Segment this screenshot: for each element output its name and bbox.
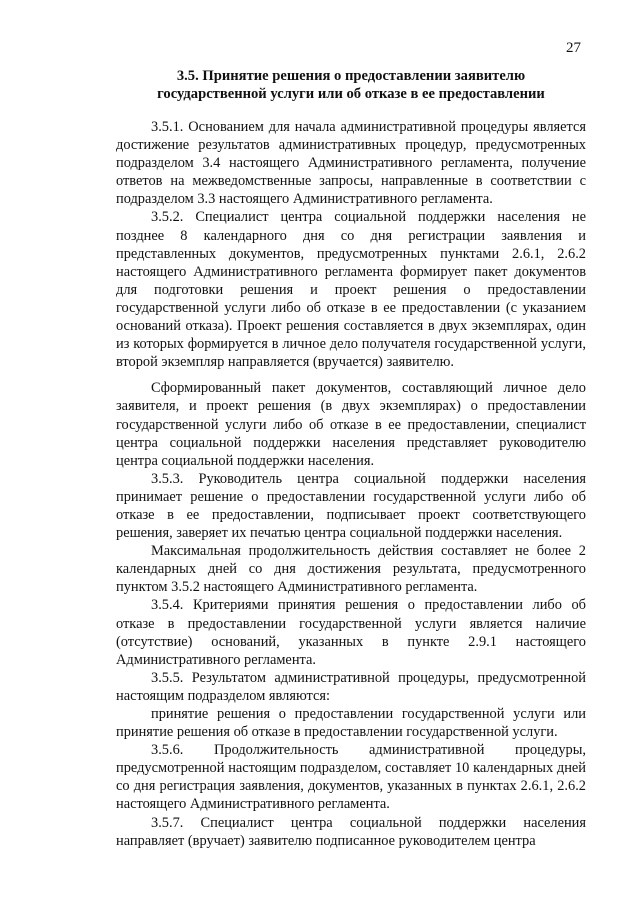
paragraph-3-5-1: 3.5.1. Основанием для начала административной процедуры является достижение результатов административных процедур, предусмотренных подразделом 3.4 настоящего Административного регламента, получение ответов на межведомственные запросы, направленные в соответствии с подразделом 3.3 настоящего Административного регламента. — [116, 119, 586, 208]
page-number: 27 — [566, 40, 581, 56]
paragraph-3-5-7: 3.5.7. Специалист центра социальной поддержки населения направляет (вручает) заявителю подписанное руководителем центра — [116, 814, 586, 849]
section-heading-line-1: 3.5. Принятие решения о предоставлении заявителю — [176, 68, 526, 84]
paragraph-3-5-4: 3.5.4. Критериями принятия решения о предоставлении либо об отказе в предоставлении государственной услуги является наличие (отсутствие) оснований, указанных в пункте 2.9.1 настоящего Административного регламента. — [116, 597, 586, 668]
paragraph-3-5-3: 3.5.3. Руководитель центра социальной поддержки населения принимает решение о предоставлении государственной услуги либо об отказе в ее предоставлении, подписывает проект соответствующего решения, заверяет их печатью центра социальной поддержки населения. — [116, 470, 586, 542]
document-body — [116, 118, 586, 850]
paragraph-3-5-6: 3.5.6. Продолжительность административной процедуры, предусмотренной настоящим подразделом, составляет 10 календарных дней со дня регистрация заявления, документов, указанных в пунктах 2.6.1, 2.6.2 настоящего Административного регламента. — [116, 742, 586, 813]
section-heading-line-2: государственной услуги или об отказе в ее предоставлении — [157, 86, 545, 102]
paragraph-max-duration: Максимальная продолжительность действия составляет не более 2 календарных дней со дня достижения результата, предусмотренного пунктом 3.5.2 настоящего Административного регламента. — [116, 543, 586, 596]
paragraph-package: Сформированный пакет документов, составляющий личное дело заявителя, и проект решения (в двух экземплярах) о предоставлении государственной услуги либо об отказе в ее предоставлении, специалист центра социальной поддержки населения представляет руководителю центра социальной поддержки населения. — [116, 380, 586, 469]
paragraph-result: принятие решения о предоставлении государственной услуги или принятие решения об отказе в предоставлении государственной услуги. — [116, 706, 586, 741]
section-heading — [116, 67, 586, 103]
paragraph-3-5-2: 3.5.2. Специалист центра социальной поддержки населения не позднее 8 календарного дня со дня регистрации заявления и представленных документов, предусмотренных пунктами 2.6.1, 2.6.2 настоящего Административного регламента формирует пакет документов для подготовки решения и проект решения о предоставлении государственной услуги либо об отказе в ее предоставлении (с указанием оснований отказа). Проект решения составляется в двух экземплярах, один из которых формируется в личное дело получателя государственной услуги, второй экземпляр направляется (вручается) заявителю. — [116, 209, 586, 371]
paragraph-3-5-5: 3.5.5. Результатом административной процедуры, предусмотренной настоящим подразделом являются: — [116, 669, 586, 704]
